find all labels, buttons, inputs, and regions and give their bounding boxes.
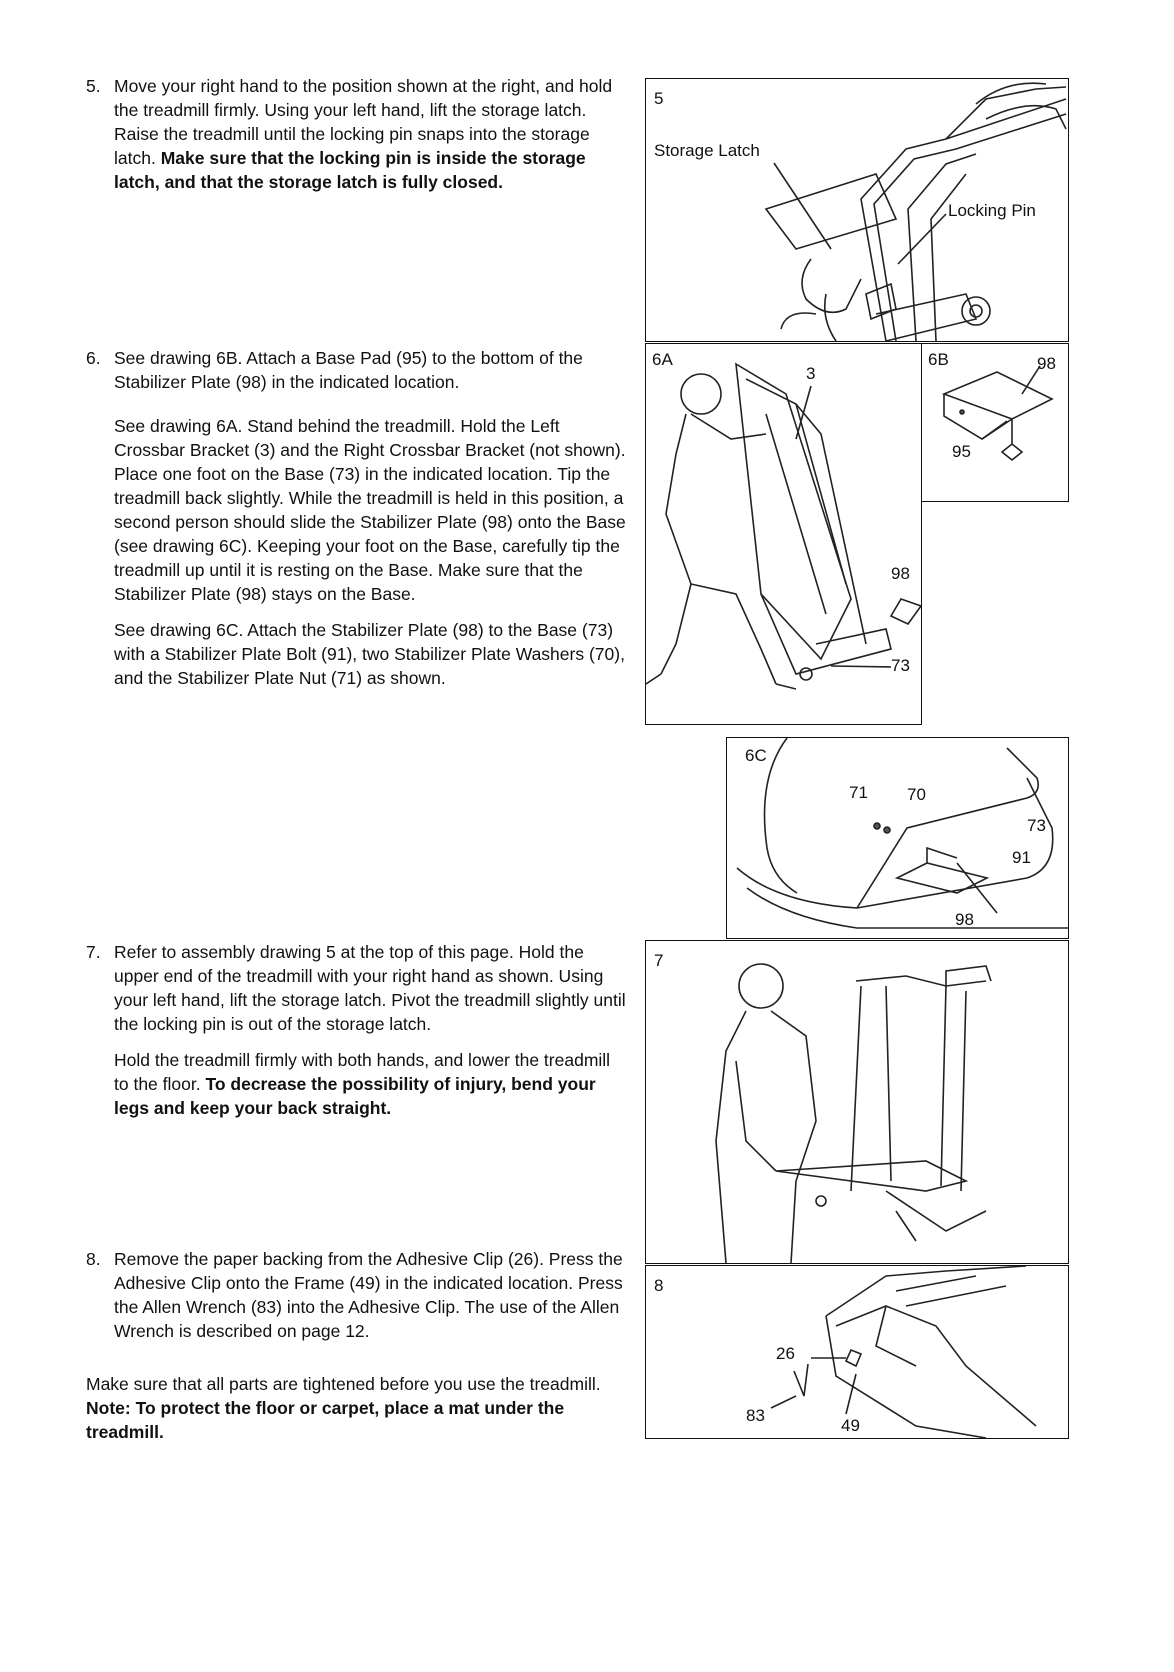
final-note-text: Make sure that all parts are tightened before you use the treadmill.	[86, 1374, 601, 1394]
figure-6c-illustration	[727, 738, 1068, 938]
final-note-warning: Note: To protect the floor or carpet, place a mat under the treadmill.	[86, 1398, 565, 1442]
callout-49: 49	[841, 1416, 860, 1435]
figure-8	[645, 1265, 1069, 1439]
callout-98: 98	[891, 564, 910, 583]
figure-label: 6C	[745, 746, 767, 765]
figure-5-leaders	[646, 79, 1068, 341]
step-5-text: Move your right hand to the position shown at the right, and hold the treadmill firmly. Using your left hand, lift the storage latch. Raise the treadmill until the locking pin snaps into the storage latch.	[114, 76, 613, 168]
figure-label: 8	[654, 1276, 664, 1295]
step-number: 5.	[86, 76, 101, 96]
step-5	[86, 74, 626, 206]
callout-98: 98	[955, 910, 974, 929]
callout-73: 73	[1027, 816, 1046, 835]
step-7	[86, 940, 626, 1132]
callout-91: 91	[1012, 848, 1031, 867]
figure-6b	[921, 343, 1069, 502]
step-6-paragraph-3: See drawing 6C. Attach the Stabilizer Plate (98) to the Base (73) with a Stabilizer Plate Bolt (91), two Stabilizer Plate Washers (70), and the Stabilizer Plate Nut (71) as shown.	[114, 620, 625, 688]
figure-8-illustration	[646, 1266, 1068, 1438]
step-7-warning: To decrease the possibility of injury, bend your legs and keep your back straight.	[114, 1074, 596, 1118]
step-5-warning: Make sure that the locking pin is inside the storage latch, and that the storage latch is fully closed.	[114, 148, 586, 192]
callout-71: 71	[849, 783, 868, 802]
figure-label: 7	[654, 951, 664, 970]
callout-3: 3	[806, 364, 816, 383]
callout-83: 83	[746, 1406, 765, 1425]
callout-26: 26	[776, 1344, 795, 1363]
callout-locking-pin: Locking Pin	[948, 201, 1036, 220]
figure-6a-leaders	[646, 344, 921, 724]
callout-98: 98	[1037, 354, 1056, 373]
step-6-paragraph-2: See drawing 6A. Stand behind the treadmill. Hold the Left Crossbar Bracket (3) and the Right Crossbar Bracket (not shown). Place one foot on the Base (73) in the indicated location. Tip the treadmill back slightly. While the treadmill is held in this position, a second person should slide the Stabilizer Plate (98) onto the Base (see drawing 6C). Keeping your foot on the Base, carefully tip the treadmill up until it is resting on the Base. Make sure that the Stabilizer Plate (98) stays on the Base.	[114, 416, 626, 604]
step-8-text: Remove the paper backing from the Adhesive Clip (26). Press the Adhesive Clip onto the Frame (49) in the indicated location. Press the Allen Wrench (83) into the Adhesive Clip. The use of the Allen Wrench is described on page 12.	[114, 1249, 623, 1341]
final-note	[86, 1372, 626, 1444]
callout-70: 70	[907, 785, 926, 804]
step-number: 8.	[86, 1249, 101, 1269]
figure-6c	[726, 737, 1069, 939]
figure-label: 6B	[928, 350, 949, 369]
figure-6a	[645, 343, 922, 725]
step-number: 6.	[86, 348, 101, 368]
step-8	[86, 1247, 626, 1355]
step-7-text: Hold the treadmill firmly with both hands, and lower the treadmill to the floor.	[114, 1050, 611, 1094]
step-7-paragraph-1: Refer to assembly drawing 5 at the top of this page. Hold the upper end of the treadmill with your right hand as shown. Using your left hand, lift the storage latch. Pivot the treadmill slightly until the locking pin is out of the storage latch.	[114, 942, 626, 1034]
figure-7	[645, 940, 1069, 1264]
step-number: 7.	[86, 942, 101, 962]
figure-7-illustration	[646, 941, 1068, 1263]
callout-storage-latch: Storage Latch	[654, 141, 760, 160]
step-6-paragraph-1: See drawing 6B. Attach a Base Pad (95) to the bottom of the Stabilizer Plate (98) in the indicated location.	[114, 348, 583, 392]
callout-95: 95	[952, 442, 971, 461]
figure-label: 6A	[652, 350, 673, 369]
callout-73: 73	[891, 656, 910, 675]
figure-5	[645, 78, 1069, 342]
figure-label: 5	[654, 89, 664, 108]
step-6	[86, 346, 626, 702]
